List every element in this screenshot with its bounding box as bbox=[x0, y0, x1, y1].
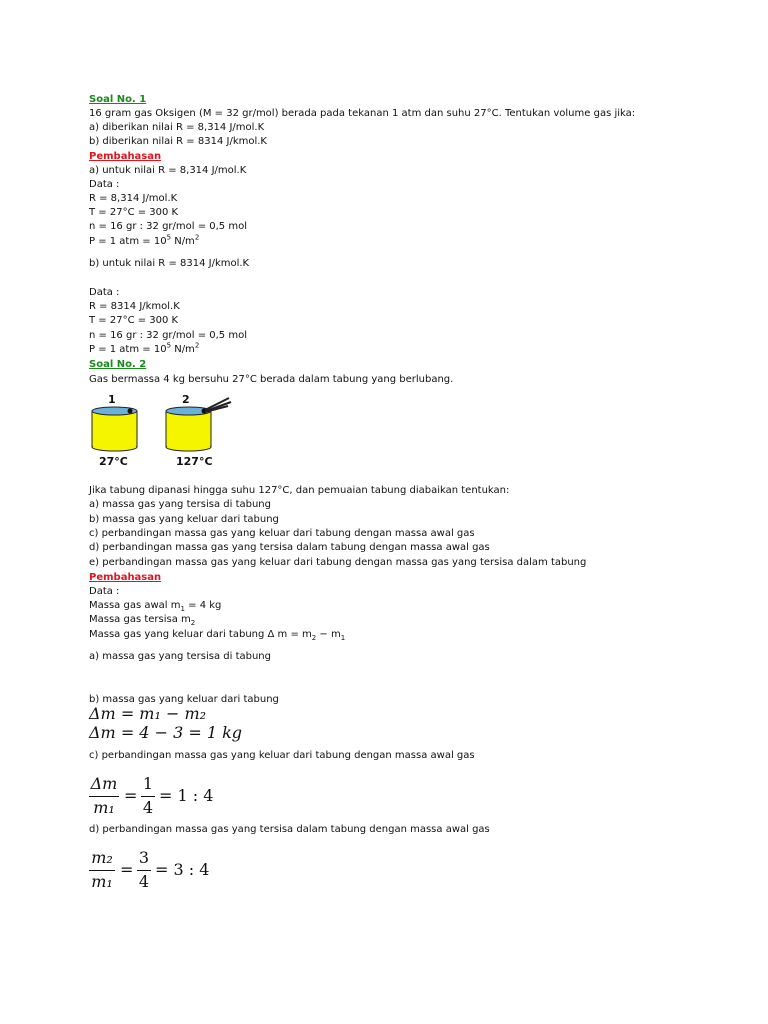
hole-icon bbox=[128, 409, 133, 414]
question-2-item-b: b) massa gas yang keluar dari tabung bbox=[89, 514, 279, 525]
solution-1a-data-label: Data : bbox=[89, 179, 120, 190]
question-2-text: Gas bermassa 4 kg bersuhu 27°C berada dalam tabung yang berlubang. bbox=[89, 374, 454, 385]
cylinder-1-label: 1 bbox=[108, 393, 116, 406]
equation-delta-m-value: Δm = 4 − 3 = 1 kg bbox=[89, 723, 243, 742]
solution-2-remaining-mass: Massa gas tersisa $m_2$ bbox=[89, 614, 196, 627]
solution-1b-data-label: Data : bbox=[89, 287, 120, 298]
equation-delta-m-definition: Δm = m₁ − m₂ bbox=[89, 704, 207, 723]
solution-1b-t: T = 27°C = 300 K bbox=[89, 315, 179, 326]
question-2-item-c: c) perbandingan massa gas yang keluar dari tabung dengan massa awal gas bbox=[89, 528, 475, 539]
question-1-option-a: a) diberikan nilai R = 8,314 J/mol.K bbox=[89, 122, 265, 133]
fraction-equation-d: m₂ m₁ = 3 4 = 3 : 4 bbox=[89, 848, 219, 892]
solution-1-heading: Pembahasan bbox=[89, 151, 162, 162]
question-2-item-e: e) perbandingan massa gas yang keluar dari tabung dengan massa gas yang tersisa dalam tabung bbox=[89, 557, 587, 568]
fraction-d-numerator: m₂ bbox=[91, 848, 113, 867]
solution-2c-title: c) perbandingan massa gas yang keluar dari tabung dengan massa awal gas bbox=[89, 750, 475, 761]
solution-1a-r: R = 8,314 J/mol.K bbox=[89, 193, 178, 204]
escaping-gas-icon bbox=[205, 398, 231, 412]
fraction-d-result: = 3 : 4 bbox=[155, 860, 210, 879]
fraction-d-denominator: m₁ bbox=[91, 872, 113, 891]
question-2-heading: Soal No. 2 bbox=[89, 359, 147, 370]
fraction-c-numerator: Δm bbox=[90, 774, 118, 793]
fraction-c-numerator-2: 1 bbox=[142, 774, 154, 793]
fraction-d-denominator-2: 4 bbox=[138, 872, 150, 891]
fraction-d-numerator-2: 3 bbox=[138, 848, 150, 867]
cylinder-1 bbox=[92, 407, 137, 451]
solution-1b-p: P = 1 atm = $10^5$ $N/m^2$ bbox=[89, 341, 200, 355]
cylinder-2-temperature: 127°C bbox=[176, 455, 213, 468]
fraction-c-denominator: m₁ bbox=[93, 798, 115, 817]
question-2-item-a: a) massa gas yang tersisa di tabung bbox=[89, 499, 271, 510]
fraction-c-denominator-2: 4 bbox=[142, 798, 154, 817]
cylinder-1-temperature: 27°C bbox=[99, 455, 128, 468]
fraction-equation-c: Δm m₁ = 1 4 = 1 : 4 bbox=[90, 774, 214, 817]
solution-1b-title: b) untuk nilai R = 8314 J/kmol.K bbox=[89, 258, 250, 269]
solution-1a-n: n = 16 gr : 32 gr/mol = 0,5 mol bbox=[89, 221, 247, 232]
question-1-heading: Soal No. 1 bbox=[89, 94, 147, 105]
solution-1a-t: T = 27°C = 300 K bbox=[89, 207, 179, 218]
solution-1b-n: n = 16 gr : 32 gr/mol = 0,5 mol bbox=[89, 330, 247, 341]
solution-2-heading: Pembahasan bbox=[89, 572, 162, 583]
cylinders-figure bbox=[89, 392, 249, 472]
question-1-text: 16 gram gas Oksigen (M = 32 gr/mol) berada pada tekanan 1 atm dan suhu 27°C. Tentukan volume gas jika: bbox=[89, 108, 636, 119]
solution-2-escaped-mass: Massa gas yang keluar dari tabung Δ $m = m_2 - m_1$ bbox=[89, 629, 346, 642]
question-2-item-d: d) perbandingan massa gas yang tersisa dalam tabung dengan massa awal gas bbox=[89, 542, 490, 553]
question-1-option-b: b) diberikan nilai R = 8314 J/kmol.K bbox=[89, 136, 267, 147]
cylinder-2-label: 2 bbox=[182, 393, 190, 406]
solution-2b-title: b) massa gas yang keluar dari tabung bbox=[89, 694, 279, 705]
fraction-c-result: = 1 : 4 bbox=[159, 786, 214, 805]
solution-2-data-label: Data : bbox=[89, 586, 120, 597]
solution-2d-title: d) perbandingan massa gas yang tersisa dalam tabung dengan massa awal gas bbox=[89, 824, 490, 835]
solution-2a-title: a) massa gas yang tersisa di tabung bbox=[89, 651, 271, 662]
solution-1a-title: a) untuk nilai R = 8,314 J/mol.K bbox=[89, 165, 247, 176]
cylinder-2 bbox=[166, 398, 231, 451]
question-2-intro: Jika tabung dipanasi hingga suhu 127°C, dan pemuaian tabung diabaikan tentukan: bbox=[89, 485, 510, 496]
solution-2-initial-mass: Massa gas awal $m_1 = 4$ kg bbox=[89, 600, 222, 613]
solution-1b-r: R = 8314 J/kmol.K bbox=[89, 301, 180, 312]
solution-1a-p: P = 1 atm = $10^5$ $N/m^2$ bbox=[89, 233, 200, 247]
